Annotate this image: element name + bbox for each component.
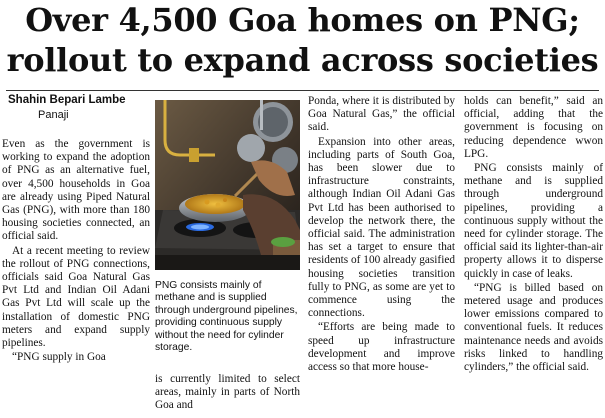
paragraph: Expansion into other areas, including parts of South Goa, has been slower due to infrastructure constraints, although Indian Oil Adani Gas Pvt Ltd has been authorised to develop the network there, the official said. The administration has set a target to ensure that residents of 100 already gasified housing societies transition fully to PNG, as some are yet to commence using the connections. xyxy=(308,135,455,320)
paragraph: Even as the government is working to expand the adoption of PNG as an alternative fuel, over 4,500 households in Goa are already using Piped Natural Gas (PNG), with more than 180 housing societies connected, an official said. xyxy=(2,138,150,243)
paragraph: holds can benefit,” said an official, adding that the government is focusing on reducing dependence wwon LPG. xyxy=(464,95,603,160)
paragraph: PNG consists mainly of methane and is supplied through underground pipelines, providing a continuous supply without the need for cylinder storage. The official said its lighter-than-air property allows it to disperse quickly in case of leaks. xyxy=(464,162,603,280)
article-column-2 xyxy=(155,373,300,413)
article-column-3 xyxy=(308,95,455,374)
paragraph: “PNG is billed based on metered usage and produces lower emissions compared to conventional fuels. It reduces maintenance needs and avoids risks linked to handling cylinders,” the official said. xyxy=(464,281,603,374)
paragraph: “Efforts are being made to speed up infrastructure development and improve access so that more house- xyxy=(308,321,455,374)
headline-line-2: rollout to expand across societies xyxy=(6,41,599,79)
headline-line-1: Over 4,500 Goa homes on PNG; xyxy=(25,1,580,39)
paragraph: Ponda, where it is distributed by Goa Natural Gas,” the official said. xyxy=(308,95,455,134)
byline-author: Shahin Bepari Lambe xyxy=(8,94,126,106)
kitchen-stove-photo-illustration xyxy=(155,100,300,270)
article-column-1 xyxy=(2,138,150,364)
paragraph: At a recent meeting to review the rollout of PNG connections, officials said Goa Natural Gas Pvt Ltd and Indian Oil Adani Gas Pvt Ltd will scale up the installation of domestic PNG meters and expand supply pipelines. xyxy=(2,244,150,350)
paragraph: “PNG supply in Goa xyxy=(12,351,106,364)
article-column-4 xyxy=(464,95,603,374)
photo-caption: PNG consists mainly of methane and is supplied through underground pipelines, providing continuous supply without the need for cylinder storage. xyxy=(155,280,298,354)
headline xyxy=(0,0,605,80)
article-photo xyxy=(155,100,300,270)
byline-location: Panaji xyxy=(38,109,69,121)
paragraph: is currently limited to select areas, mainly in parts of North Goa and xyxy=(155,373,300,412)
headline-rule xyxy=(6,90,599,91)
